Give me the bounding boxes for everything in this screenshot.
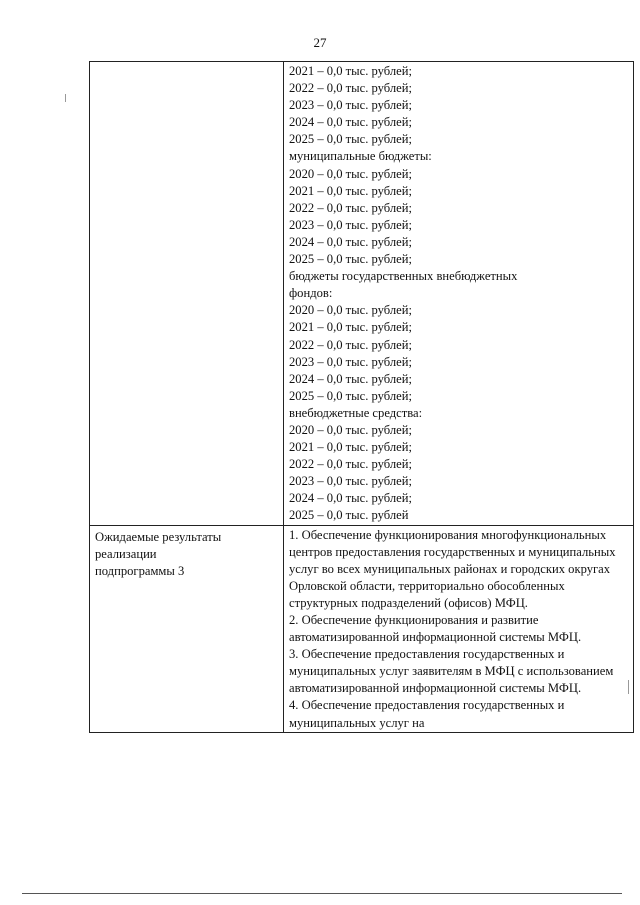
program-passport-table [89, 61, 634, 733]
table-row-financing [90, 62, 634, 526]
financing-line: 2025 – 0,0 тыс. рублей; [289, 252, 412, 267]
financing-line: 2021 – 0,0 тыс. рублей; [289, 183, 412, 198]
financing-line: 2022 – 0,0 тыс. рублей; [289, 200, 412, 215]
financing-line: 2025 – 0,0 тыс. рублей; [289, 388, 412, 403]
financing-heading: муниципальные бюджеты: [289, 149, 432, 164]
financing-line: 2023 – 0,0 тыс. рублей; [289, 217, 412, 232]
financing-heading: внебюджетные средства: [289, 405, 423, 420]
scan-bottom-rule [22, 893, 622, 894]
page-number: 27 [313, 35, 327, 50]
financing-line: 2021 – 0,0 тыс. рублей; [289, 440, 412, 455]
financing-line: 2020 – 0,0 тыс. рублей; [289, 166, 412, 181]
financing-line: 2024 – 0,0 тыс. рублей; [289, 115, 412, 130]
result-paragraph-3: 3. Обеспечение предоставления государственных и муниципальных услуг заявителям в МФЦ с использованием автоматизированной информационной системы МФЦ. [289, 647, 614, 696]
financing-line: 2023 – 0,0 тыс. рублей; [289, 98, 412, 113]
table-row-expected-results [90, 525, 634, 732]
financing-line: 2024 – 0,0 тыс. рублей; [289, 491, 412, 506]
financing-line: 2023 – 0,0 тыс. рублей; [289, 354, 412, 369]
result-paragraph-4: 4. Обеспечение предоставления государственных и муниципальных услуг на [289, 698, 565, 730]
financing-line: 2024 – 0,0 тыс. рублей; [289, 371, 412, 386]
result-paragraph-2: 2. Обеспечение функционирования и развитие автоматизированной информационной системы МФЦ. [289, 613, 582, 645]
financing-line: 2022 – 0,0 тыс. рублей; [289, 337, 412, 352]
result-paragraph-1: 1. Обеспечение функционирования многофункциональных центров предоставления государственных и муниципальных услуг во всех муниципальных районах и городских округах Орловской области, территориально обособленных структурных подразделений (офисов) МФЦ. [289, 527, 616, 610]
cell-financing-values [284, 62, 634, 526]
financing-line: 2022 – 0,0 тыс. рублей; [289, 81, 412, 96]
financing-line: 2021 – 0,0 тыс. рублей; [289, 64, 412, 78]
financing-line: 2021 – 0,0 тыс. рублей; [289, 320, 412, 335]
results-label-line: реализации [95, 546, 157, 561]
financing-line: 2020 – 0,0 тыс. рублей; [289, 422, 412, 437]
cell-expected-results-text [284, 525, 634, 732]
financing-line: 2023 – 0,0 тыс. рублей; [289, 474, 412, 489]
financing-heading: бюджеты государственных внебюджетных [289, 269, 518, 284]
results-label-line: подпрограммы 3 [95, 563, 185, 578]
financing-line: 2025 – 0,0 тыс. рублей [289, 508, 409, 523]
cell-financing-label [90, 62, 284, 526]
financing-heading: фондов: [289, 286, 333, 301]
financing-line: 2022 – 0,0 тыс. рублей; [289, 457, 412, 472]
results-label-line: Ожидаемые результаты [95, 529, 222, 544]
financing-line: 2024 – 0,0 тыс. рублей; [289, 234, 412, 249]
financing-line: 2025 – 0,0 тыс. рублей; [289, 132, 412, 147]
financing-line: 2020 – 0,0 тыс. рублей; [289, 303, 412, 318]
scan-margin-mark [628, 680, 629, 694]
scan-margin-mark [65, 94, 66, 102]
cell-expected-results-label [90, 525, 284, 732]
